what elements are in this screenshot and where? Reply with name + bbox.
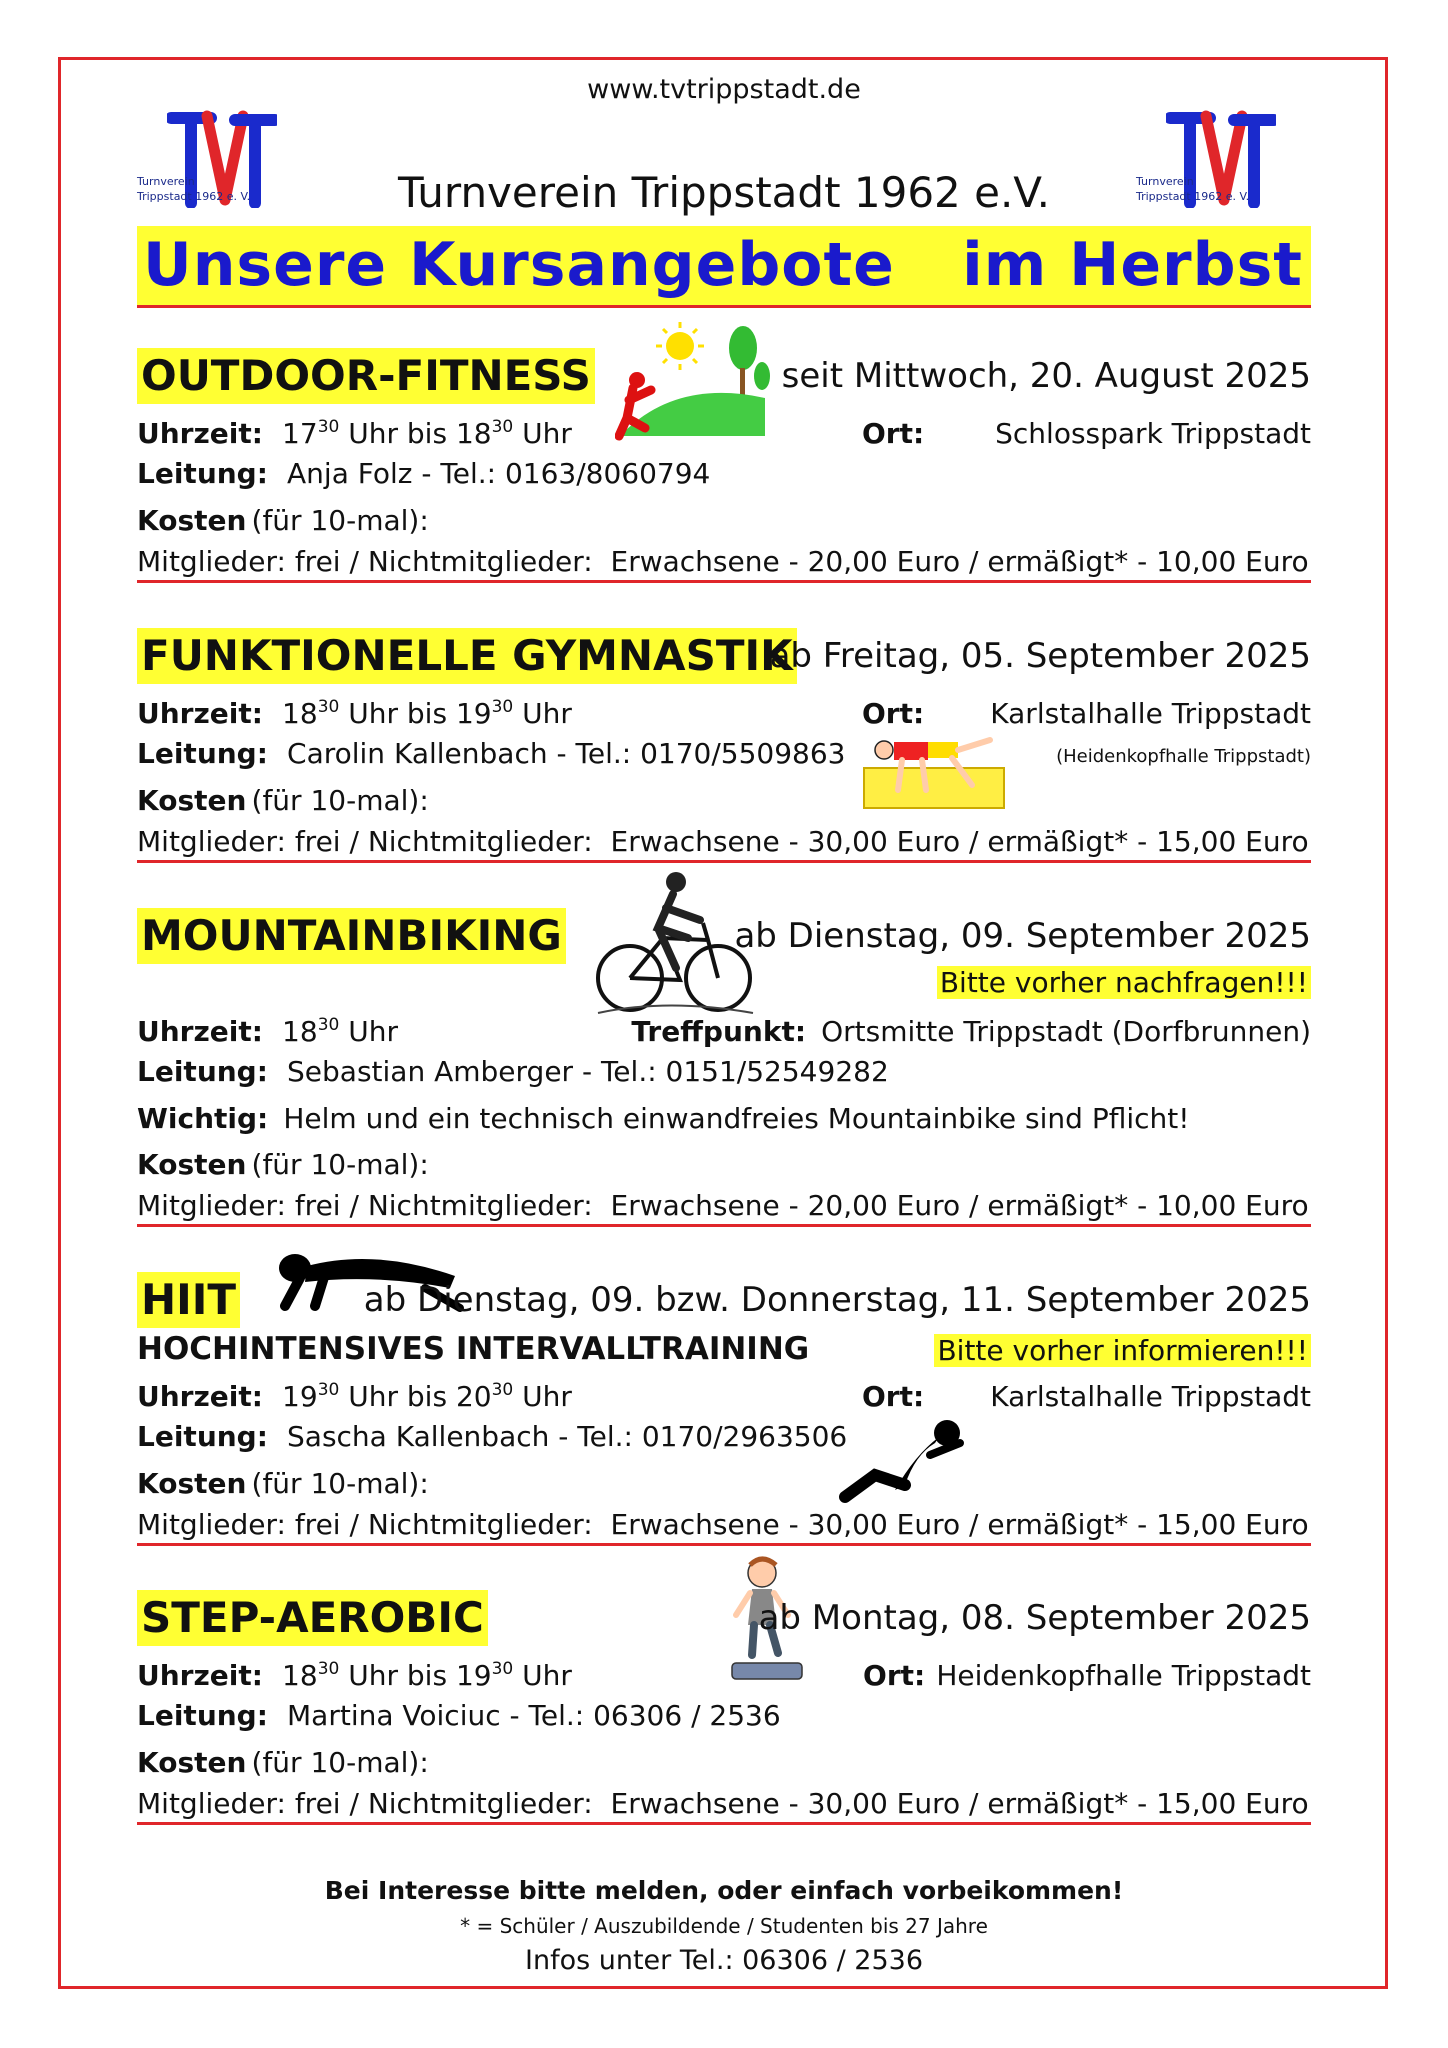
course-date: ab Dienstag, 09. bzw. Donnerstag, 11. September 2025 xyxy=(363,1280,1311,1320)
course-place: Ort: Heidenkopfhalle Trippstadt xyxy=(863,1659,1311,1692)
headline-banner xyxy=(137,226,1311,308)
cost-heading: Kosten (für 10-mal): xyxy=(137,1746,429,1779)
course-leader: Leitung: Sascha Kallenbach - Tel.: 0170/2963506 xyxy=(137,1420,848,1453)
place-label: Ort: xyxy=(862,697,925,730)
course-leader: Leitung: Sebastian Amberger - Tel.: 0151/52549282 xyxy=(137,1055,889,1088)
call-to-action: Bei Interesse bitte melden, oder einfach vorbeikommen! xyxy=(324,1876,1124,1905)
cost-heading: Kosten (für 10-mal): xyxy=(137,784,429,817)
place-label: Ort: xyxy=(862,417,925,450)
course-title: OUTDOOR-FITNESS xyxy=(137,348,595,404)
outdoor-fitness-icon xyxy=(615,318,770,443)
mountainbike-icon xyxy=(588,868,758,1018)
cost-heading: Kosten (für 10-mal): xyxy=(137,1467,429,1500)
course-meeting-point: Treffpunkt: Ortsmitte Trippstadt (Dorfbrunnen) xyxy=(631,1015,1311,1048)
course-leader: Leitung: Anja Folz - Tel.: 0163/8060794 xyxy=(137,457,711,490)
course-important: Wichtig: Helm und ein technisch einwandfreies Mountainbike sind Pflicht! xyxy=(137,1102,1190,1135)
course-cost: Mitglieder: frei / Nichtmitglieder: Erwachsene - 20,00 Euro / ermäßigt* - 10,00 Euro xyxy=(137,545,1311,583)
course-cost: Mitglieder: frei / Nichtmitglieder: Erwachsene - 30,00 Euro / ermäßigt* - 15,00 Euro xyxy=(137,1787,1311,1825)
course-cost: Mitglieder: frei / Nichtmitglieder: Erwachsene - 30,00 Euro / ermäßigt* - 15,00 Euro xyxy=(137,825,1311,863)
banner-left-text: Unsere Kursangebote xyxy=(143,230,895,300)
course-place: Schlosspark Trippstadt xyxy=(995,417,1311,450)
course-place: Karlstalhalle Trippstadt xyxy=(990,1380,1311,1413)
course-title: FUNKTIONELLE GYMNASTIK xyxy=(137,628,797,684)
course-leader: Leitung: Martina Voiciuc - Tel.: 06306 / 2536 xyxy=(137,1699,781,1732)
course-date: ab Freitag, 05. September 2025 xyxy=(769,636,1311,676)
course-time: Uhrzeit: $18^{30}$ Uhr xyxy=(137,1015,398,1048)
course-leader: Leitung: Carolin Kallenbach - Tel.: 0170/5509863 xyxy=(137,737,846,770)
course-place: Karlstalhalle Trippstadt xyxy=(990,697,1311,730)
info-phone: Infos unter Tel.: 06306 / 2536 xyxy=(525,1945,923,1976)
gymnastics-icon xyxy=(862,730,1007,810)
course-date: ab Dienstag, 09. September 2025 xyxy=(734,916,1311,956)
cost-heading: Kosten (für 10-mal): xyxy=(137,1148,429,1181)
course-cost: Mitglieder: frei / Nichtmitglieder: Erwachsene - 30,00 Euro / ermäßigt* - 15,00 Euro xyxy=(137,1508,1311,1546)
course-date: seit Mittwoch, 20. August 2025 xyxy=(781,356,1311,396)
course-title: HIIT xyxy=(137,1272,240,1328)
place-note: (Heidenkopfhalle Trippstadt) xyxy=(1056,746,1311,767)
situp-icon xyxy=(835,1415,985,1515)
notice-badge: Bitte vorher informieren!!! xyxy=(934,1334,1311,1367)
place-label: Ort: xyxy=(862,1380,925,1413)
logo-caption: Turnverein Trippstadt 1962 e. V. xyxy=(137,175,251,203)
club-title: Turnverein Trippstadt 1962 e.V. xyxy=(398,168,1050,217)
course-time: Uhrzeit: $19^{30}$ Uhr bis $20^{30}$ Uhr xyxy=(137,1380,572,1413)
website-url[interactable]: www.tvtrippstadt.de xyxy=(587,74,861,105)
course-title: MOUNTAINBIKING xyxy=(137,908,566,964)
course-cost: Mitglieder: frei / Nichtmitglieder: Erwachsene - 20,00 Euro / ermäßigt* - 10,00 Euro xyxy=(137,1189,1311,1227)
course-time: Uhrzeit: $18^{30}$ Uhr bis $19^{30}$ Uhr xyxy=(137,697,572,730)
cost-heading: Kosten (für 10-mal): xyxy=(137,504,429,537)
course-time: Uhrzeit: $17^{30}$ Uhr bis $18^{30}$ Uhr xyxy=(137,417,572,450)
notice-badge: Bitte vorher nachfragen!!! xyxy=(937,966,1311,999)
logo-caption: Turnverein Trippstadt 1962 e. V. xyxy=(1136,175,1250,203)
course-subtitle: HOCHINTENSIVES INTERVALLTRAINING xyxy=(137,1331,810,1367)
footnote: * = Schüler / Auszubildende / Studenten bis 27 Jahre xyxy=(460,1914,988,1938)
course-date: ab Montag, 08. September 2025 xyxy=(758,1598,1311,1638)
course-title: STEP-AEROBIC xyxy=(137,1590,488,1646)
banner-right-text: im Herbst xyxy=(962,230,1303,300)
course-time: Uhrzeit: $18^{30}$ Uhr bis $19^{30}$ Uhr xyxy=(137,1659,572,1692)
